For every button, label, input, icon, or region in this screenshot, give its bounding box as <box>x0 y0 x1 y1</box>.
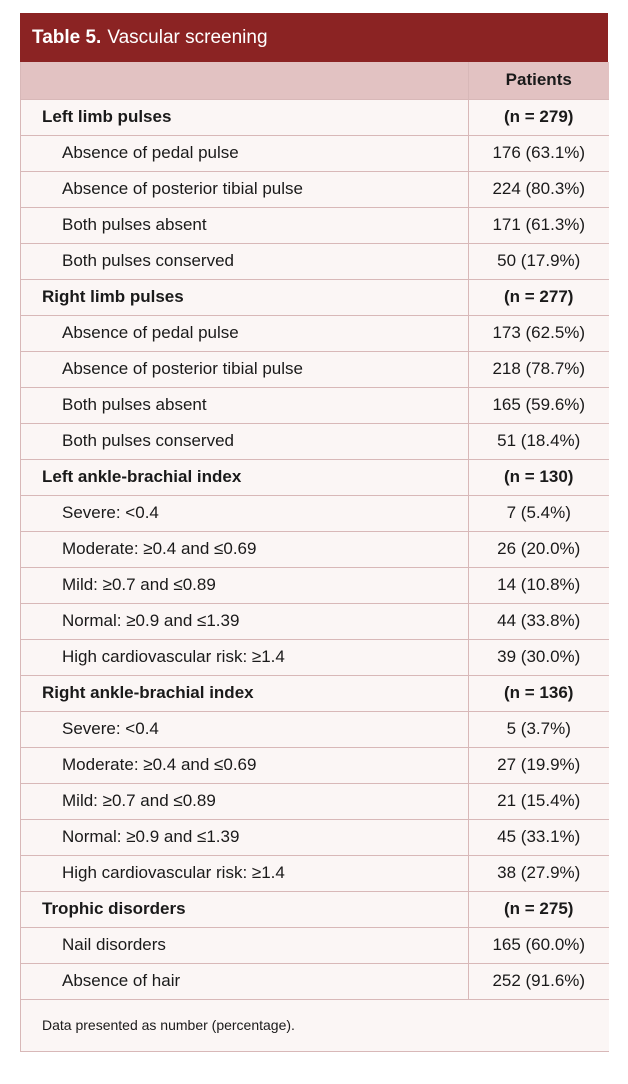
table-row <box>21 207 609 243</box>
row-label: Absence of hair <box>21 963 468 999</box>
row-value: 21 (15.4%) <box>468 783 609 819</box>
table-5 <box>20 13 608 1052</box>
table-caption: Vascular screening <box>107 26 268 48</box>
row-value: 50 (17.9%) <box>468 243 609 279</box>
row-label: Severe: <0.4 <box>21 495 468 531</box>
row-value: 44 (33.8%) <box>468 603 609 639</box>
row-value: 252 (91.6%) <box>468 963 609 999</box>
row-value: 165 (60.0%) <box>468 927 609 963</box>
row-label: Normal: ≥0.9 and ≤1.39 <box>21 603 468 639</box>
table-row <box>21 639 609 675</box>
section-row <box>21 675 609 711</box>
section-label: Right ankle-brachial index <box>21 675 468 711</box>
row-value: 218 (78.7%) <box>468 351 609 387</box>
table-row <box>21 603 609 639</box>
section-label: Trophic disorders <box>21 891 468 927</box>
row-value: 176 (63.1%) <box>468 135 609 171</box>
table-row <box>21 387 609 423</box>
row-value: 165 (59.6%) <box>468 387 609 423</box>
row-label: High cardiovascular risk: ≥1.4 <box>21 855 468 891</box>
table-row <box>21 963 609 999</box>
row-value: 27 (19.9%) <box>468 747 609 783</box>
row-value: 171 (61.3%) <box>468 207 609 243</box>
table-number: Table 5. <box>32 26 102 48</box>
row-label: Both pulses conserved <box>21 243 468 279</box>
section-n: (n = 279) <box>468 99 609 135</box>
row-label: High cardiovascular risk: ≥1.4 <box>21 639 468 675</box>
table-row <box>21 855 609 891</box>
row-value: 39 (30.0%) <box>468 639 609 675</box>
row-label: Mild: ≥0.7 and ≤0.89 <box>21 783 468 819</box>
header-row <box>21 62 609 99</box>
row-value: 38 (27.9%) <box>468 855 609 891</box>
table-title <box>20 13 608 62</box>
section-row <box>21 99 609 135</box>
row-value: 51 (18.4%) <box>468 423 609 459</box>
row-label: Absence of posterior tibial pulse <box>21 351 468 387</box>
table-row <box>21 351 609 387</box>
header-empty-cell <box>21 62 468 99</box>
table-row <box>21 819 609 855</box>
section-row <box>21 279 609 315</box>
row-value: 14 (10.8%) <box>468 567 609 603</box>
table-row <box>21 171 609 207</box>
table-row <box>21 315 609 351</box>
row-label: Absence of pedal pulse <box>21 315 468 351</box>
row-label: Both pulses absent <box>21 207 468 243</box>
row-value: 173 (62.5%) <box>468 315 609 351</box>
row-label: Both pulses conserved <box>21 423 468 459</box>
section-row <box>21 891 609 927</box>
table-row <box>21 423 609 459</box>
table-frame <box>20 62 608 1052</box>
row-label: Nail disorders <box>21 927 468 963</box>
table-body <box>21 99 609 999</box>
table-row <box>21 711 609 747</box>
row-label: Normal: ≥0.9 and ≤1.39 <box>21 819 468 855</box>
row-label: Absence of pedal pulse <box>21 135 468 171</box>
row-value: 224 (80.3%) <box>468 171 609 207</box>
section-row <box>21 459 609 495</box>
table-row <box>21 531 609 567</box>
section-label: Left limb pulses <box>21 99 468 135</box>
table-row <box>21 495 609 531</box>
section-n: (n = 136) <box>468 675 609 711</box>
row-value: 7 (5.4%) <box>468 495 609 531</box>
table-row <box>21 747 609 783</box>
row-label: Severe: <0.4 <box>21 711 468 747</box>
table-row <box>21 243 609 279</box>
row-label: Moderate: ≥0.4 and ≤0.69 <box>21 747 468 783</box>
section-n: (n = 130) <box>468 459 609 495</box>
row-value: 26 (20.0%) <box>468 531 609 567</box>
footnote-row <box>21 999 609 1051</box>
row-label: Moderate: ≥0.4 and ≤0.69 <box>21 531 468 567</box>
row-label: Both pulses absent <box>21 387 468 423</box>
row-value: 5 (3.7%) <box>468 711 609 747</box>
row-value: 45 (33.1%) <box>468 819 609 855</box>
table-row <box>21 783 609 819</box>
section-label: Left ankle-brachial index <box>21 459 468 495</box>
section-n: (n = 275) <box>468 891 609 927</box>
table-row <box>21 567 609 603</box>
row-label: Mild: ≥0.7 and ≤0.89 <box>21 567 468 603</box>
section-n: (n = 277) <box>468 279 609 315</box>
table-row <box>21 135 609 171</box>
row-label: Absence of posterior tibial pulse <box>21 171 468 207</box>
vascular-screening-table <box>21 62 609 1052</box>
footnote: Data presented as number (percentage). <box>21 999 609 1051</box>
header-patients: Patients <box>468 62 609 99</box>
section-label: Right limb pulses <box>21 279 468 315</box>
table-row <box>21 927 609 963</box>
